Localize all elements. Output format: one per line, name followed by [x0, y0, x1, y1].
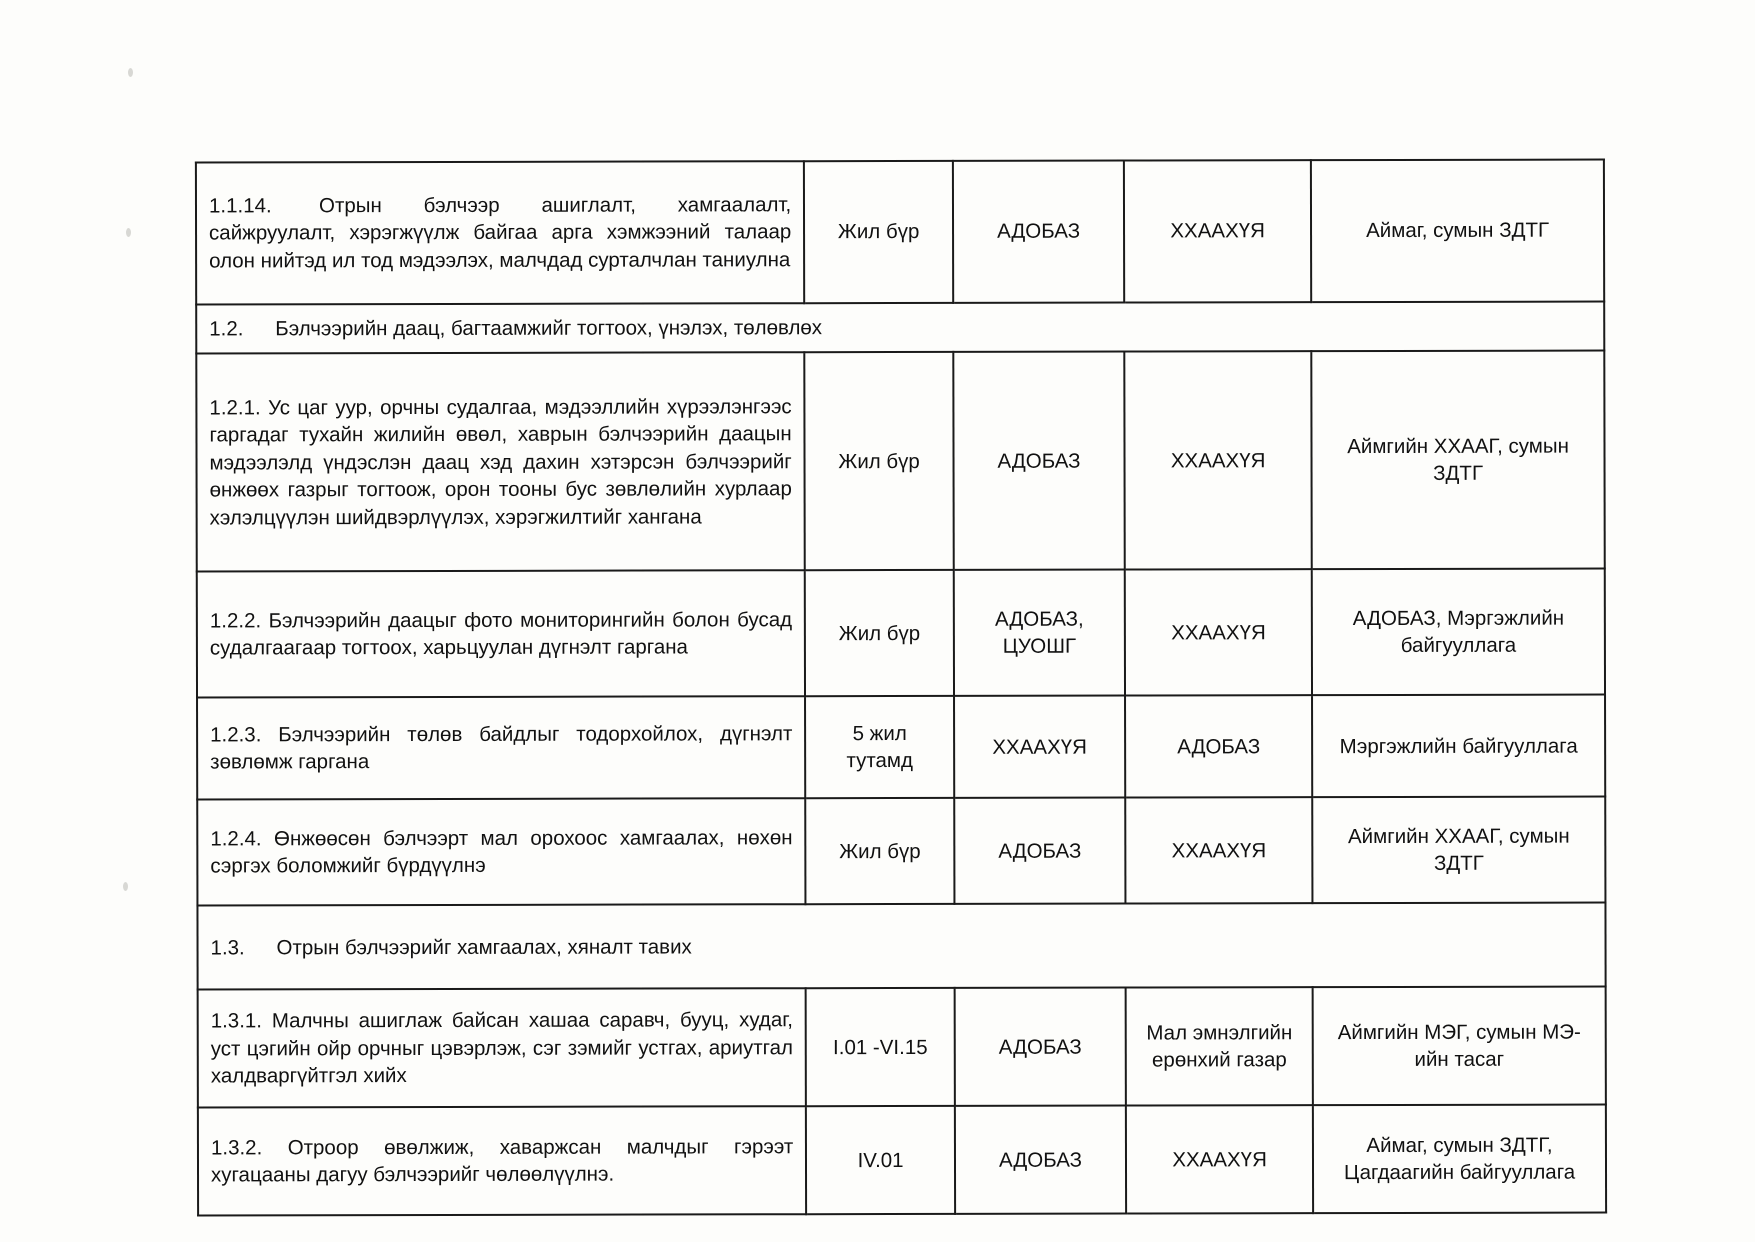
activity-period: Жил бүр — [805, 570, 954, 696]
activity-period: Жил бүр — [805, 798, 954, 904]
table-row — [197, 695, 1605, 800]
activity-description: 1.3.1. Малчны ашиглаж байсан хашаа саравч, бууц, худаг, уст цэгийн ойр орчныг цэвэрлэж, сэг зэмийг устгах, ариутгал халдваргүйтгэл хийх — [198, 989, 806, 1108]
activity-org2: ХХААХҮЯ — [1126, 1106, 1313, 1214]
activity-org1: АДОБАЗ — [955, 988, 1126, 1106]
section-number: 1.3. — [210, 936, 245, 960]
activity-org3: Аймгийн ХХААГ, сумын ЗДТГ — [1312, 797, 1605, 904]
activity-org2: ХХААХҮЯ — [1124, 160, 1311, 302]
activity-period: Жил бүр — [805, 352, 954, 570]
section-number: 1.2. — [209, 317, 244, 341]
activity-org1: АДОБАЗ — [953, 352, 1125, 570]
activity-org3: Мэргэжлийн байгууллага — [1312, 695, 1605, 798]
activity-org3: Аймаг, сумын ЗДТГ, Цагдаагийн байгууллага — [1313, 1105, 1606, 1214]
table-row — [197, 797, 1605, 906]
section-text: Отрын бэлчээрийг хамгаалах, хяналт тавих — [276, 935, 692, 960]
section-heading — [197, 903, 1605, 990]
activity-org1: АДОБАЗ — [955, 1106, 1126, 1214]
activity-org3: Аймгийн МЭГ, сумын МЭ-ийн тасаг — [1313, 987, 1606, 1106]
activity-description: 1.2.4. Өнжөөсөн бэлчээрт мал орохоос хамгаалах, нөхөн сэргэх боломжийг бүрдүүлнэ — [197, 799, 805, 906]
activity-org2: ХХААХҮЯ — [1124, 352, 1311, 570]
activity-period: I.01 -VI.15 — [806, 988, 955, 1106]
activity-org2: ХХААХҮЯ — [1125, 798, 1312, 904]
activity-description: 1.2.2. Бэлчээрийн даацыг фото мониторингийн болон бусад судалгаагаар тогтоох, харьцуулан дүгнэлт гаргана — [197, 571, 806, 698]
activity-description — [196, 161, 805, 304]
activity-org2: АДОБАЗ — [1125, 696, 1312, 798]
activity-org3: Аймгийн ХХААГ, сумын ЗДТГ — [1311, 351, 1604, 570]
section-text: Бэлчээрийн даац, багтаамжийг тогтоох, үнэлэх, төлөвлөх — [275, 316, 823, 341]
activity-period: Жил бүр — [804, 161, 953, 303]
activity-description: 1.2.1. Ус цаг уур, орчны судалгаа, мэдээллийн хүрээлэнгээс гаргадаг тухайн жилийн өвөл, хаврын бэлчээрийн даацын мэдээлэлд үндэслэн даац хэд дахин хэтэрсэн бэлчээрийг өнжөөх газрыг тогтоож, орон тооны бус зөвлөлийн хурлаар хэлэлцүүлэн шийдвэрлүүлэх, хэрэгжилтийг хангана — [196, 353, 805, 572]
activities-table — [195, 159, 1607, 1217]
table-row — [196, 351, 1604, 572]
activity-period: 5 жил тутамд — [805, 696, 954, 798]
table-row-section — [197, 903, 1605, 990]
activity-org3: Аймаг, сумын ЗДТГ — [1311, 160, 1604, 303]
activity-org2: ХХААХҮЯ — [1125, 570, 1312, 696]
activity-description: 1.3.2. Отроор өвөлжиж, хаваржсан малчдыг гэрээт хугацааны дагуу бэлчээрийг чөлөөлүүлнэ. — [198, 1107, 806, 1216]
activity-org1: АДОБАЗ — [953, 161, 1125, 303]
activity-period: IV.01 — [806, 1106, 955, 1214]
activity-number: 1.1.14. — [208, 194, 272, 218]
scan-speck — [128, 68, 133, 77]
activity-description: 1.2.3. Бэлчээрийн төлөв байдлыг тодорхойлох, дүгнэлт зөвлөмж гаргана — [197, 697, 805, 800]
activity-org1: АДОБАЗ — [954, 798, 1125, 904]
document-table-wrap — [196, 160, 1606, 1215]
activity-org2: Мал эмнэлгийн ерөнхий газар — [1126, 988, 1313, 1106]
table-row — [197, 569, 1605, 698]
activity-org1: АДОБАЗ, ЦУОШГ — [954, 570, 1125, 696]
scan-speck — [123, 882, 128, 891]
activity-text: Отрын бэлчээр ашиглалт, хамгаалалт, сайжруулалт, хэрэгжүүлж байгаа арга хэмжээний талаар олон нийтэд ил тод мэдээлэх, малчдад сурталчлан таниулна — [209, 193, 792, 273]
activity-org1: ХХААХҮЯ — [954, 696, 1125, 798]
table-row — [198, 987, 1606, 1108]
activity-org3: АДОБАЗ, Мэргэжлийн байгууллага — [1312, 569, 1605, 696]
table-row-section — [196, 302, 1604, 354]
scan-speck — [126, 228, 131, 237]
table-row — [198, 1105, 1606, 1216]
section-heading — [196, 302, 1604, 354]
table-row — [196, 160, 1604, 305]
